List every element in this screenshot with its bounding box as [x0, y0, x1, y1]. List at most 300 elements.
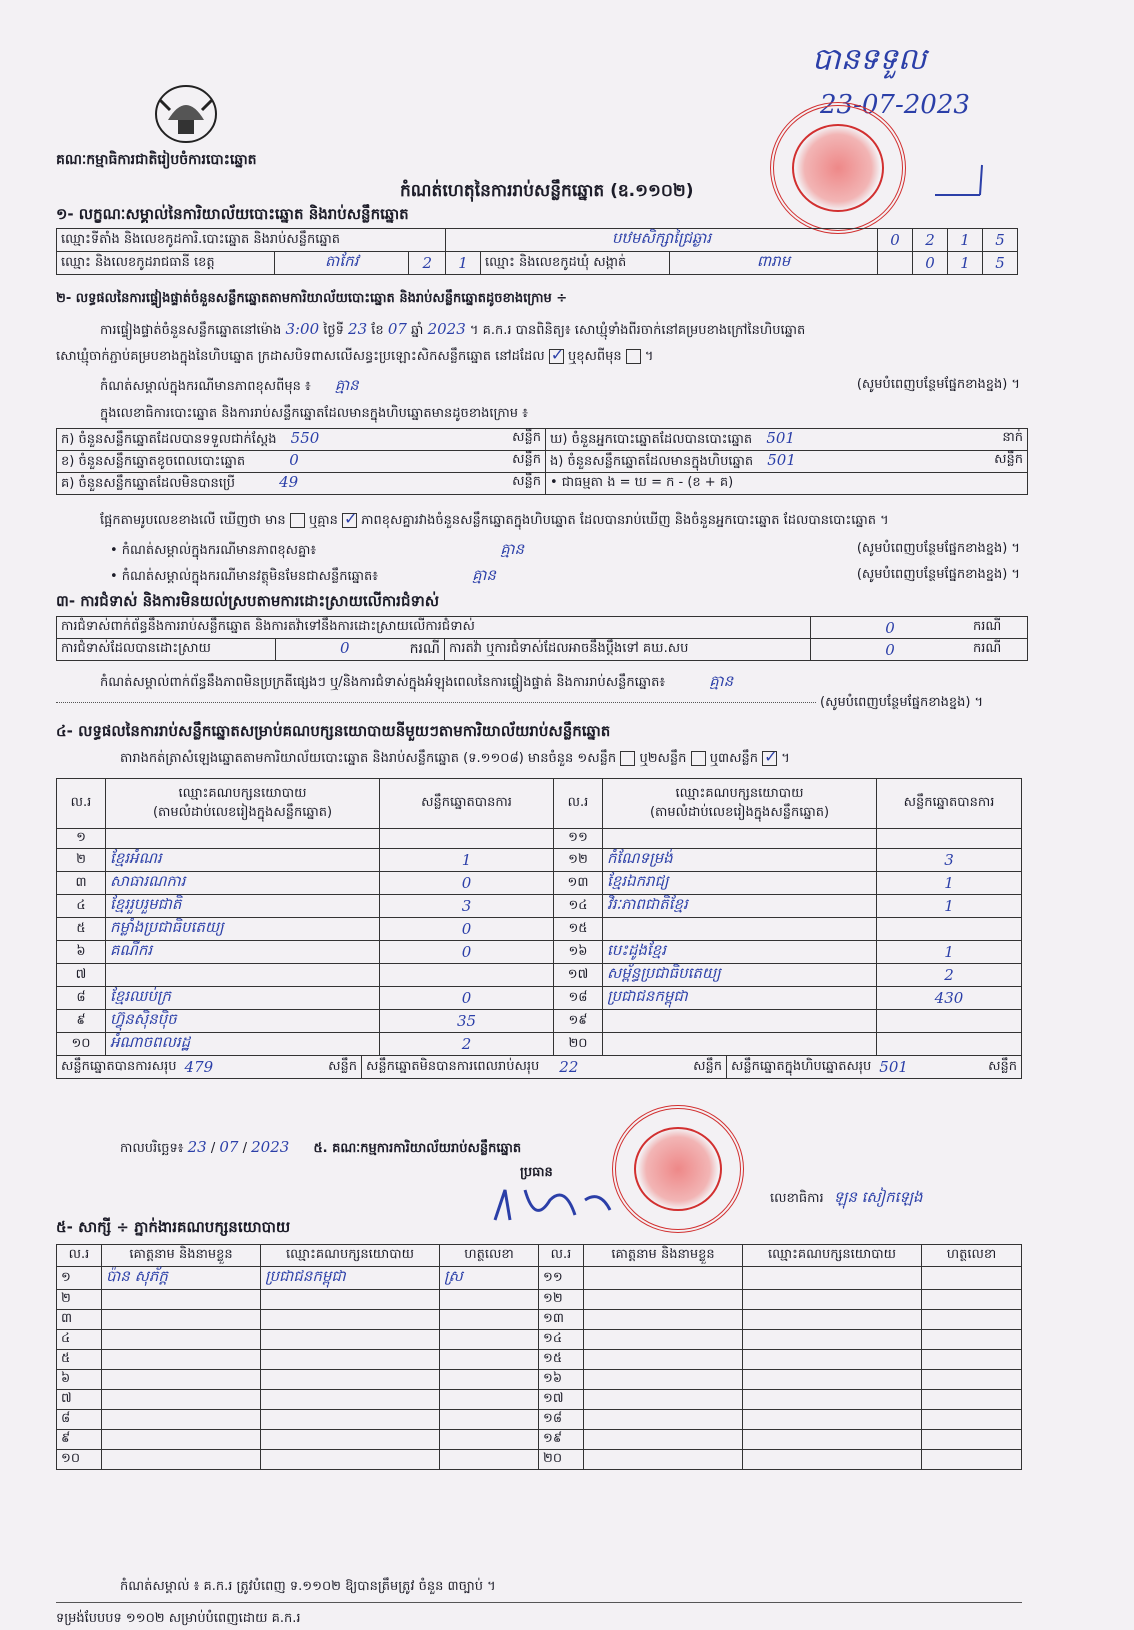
- verify-time: 3:00: [285, 320, 320, 338]
- witness-no: ១៨: [539, 1410, 584, 1430]
- objection-value: 0: [811, 617, 970, 639]
- party-no: ៨: [57, 987, 106, 1010]
- witness-name: [584, 1330, 743, 1350]
- section3-title: ៣- ការជំទាស់ និងការមិនយល់ស្របតាមការដោះស្រាយលើការជំទាស់: [56, 592, 440, 610]
- committee-name: គណៈកម្មាធិការជាតិរៀបចំការបោះឆ្នោត: [56, 152, 257, 168]
- party-no: ១៣: [554, 872, 603, 895]
- total-valid-label: សន្លឹកឆ្នោតបានការសរុប: [61, 1058, 177, 1074]
- witness-party: [261, 1430, 440, 1450]
- witness-name: [102, 1350, 261, 1370]
- party-name: [603, 829, 877, 849]
- witness-sign: [922, 1370, 1022, 1390]
- commune-value: ពារាម: [670, 252, 878, 275]
- party-no: ១៦: [554, 941, 603, 964]
- party-name: វិរៈភាពជាតិខ្មែរ: [603, 895, 877, 918]
- table-row: [57, 964, 1022, 987]
- party-votes: 2: [877, 964, 1022, 987]
- witness-name: [102, 1390, 261, 1410]
- party-votes: [380, 964, 554, 987]
- party-votes: 0: [380, 872, 554, 895]
- witness-party: ប្រជាជនកម្ពុជា: [261, 1267, 440, 1290]
- witness-sign: [922, 1290, 1022, 1310]
- signature-top-icon: [930, 160, 990, 200]
- table-row: [57, 1410, 1022, 1430]
- total-invalid-value: 22: [559, 1058, 579, 1076]
- opt2-text: ឬ២សន្លឹក: [639, 751, 687, 766]
- witness-party: [743, 1350, 922, 1370]
- witness-sign: [440, 1290, 539, 1310]
- witness-no: ៨: [57, 1410, 102, 1430]
- table-row: [57, 1010, 1022, 1033]
- count-label: ឃ) ចំនួនអ្នកបោះឆ្នោតដែលបានបោះឆ្នោត: [550, 432, 753, 447]
- note3-label: • កំណត់សម្គាល់ក្នុងករណីមានវត្ថុមិនមែនជាសន្លឹកឆ្នោត៖: [110, 569, 378, 584]
- discrepancy-paragraph: [100, 512, 889, 531]
- section4-title: ៤- លទ្ធផលនៃការរាប់សន្លឹកឆ្នោតសម្រាប់គណបក្សនយោបាយនីមួយៗតាមការិយាល័យរាប់សន្លឹកឆ្នោត: [56, 722, 611, 740]
- witness-party: [743, 1330, 922, 1350]
- document-title: កំណត់ហេតុនៃការរាប់សន្លឹកឆ្នោត (ឧ.១១០២): [400, 181, 694, 201]
- col-party-sub: (តាមលំដាប់លេខរៀងក្នុងសន្លឹកឆ្នោត): [649, 804, 830, 820]
- total-valid-value: 479: [184, 1058, 214, 1076]
- witness-name: [102, 1290, 261, 1310]
- province-value: តាកែវ: [274, 252, 409, 275]
- witness-sign: [922, 1430, 1022, 1450]
- witness-name: [102, 1370, 261, 1390]
- witness-no: ១០: [57, 1450, 102, 1470]
- text-day: ថ្ងៃទី: [323, 323, 344, 338]
- count-value: 501: [766, 429, 795, 447]
- witness-name: [584, 1290, 743, 1310]
- witness-name: [584, 1410, 743, 1430]
- count-label: ង) ចំនួនសន្លឹកឆ្នោតដែលមានក្នុងហិបឆ្នោត: [550, 454, 754, 469]
- total-valid-unit: សន្លឹក: [328, 1058, 357, 1074]
- verification-paragraph: [100, 320, 805, 341]
- count-formula: • ជាធម្មតា ង = ឃ = ក - (ខ + គ): [550, 475, 734, 490]
- section1-table: [56, 228, 1018, 275]
- witness-party: [261, 1390, 440, 1410]
- objection-note: [100, 672, 733, 694]
- witness-name: [584, 1430, 743, 1450]
- party-no: ៣: [57, 872, 106, 895]
- sheet2-checkbox[interactable]: [691, 751, 706, 766]
- objection-note-suffix: (សូមបំពេញបន្ថែមផ្នែកខាងខ្នង) ។: [820, 695, 984, 710]
- party-votes: [877, 918, 1022, 941]
- witness-no: ៧: [57, 1390, 102, 1410]
- party-no: ៤: [57, 895, 106, 918]
- party-no: ២: [57, 849, 106, 872]
- results-totals: [57, 1056, 1022, 1079]
- party-votes: [877, 1010, 1022, 1033]
- resolved-label: ការជំទាស់ដែលបានដោះស្រាយ: [57, 639, 276, 661]
- party-no: ២០: [554, 1033, 603, 1056]
- witness-name: [102, 1430, 261, 1450]
- table-row: [57, 1430, 1022, 1450]
- party-name: [603, 1010, 877, 1033]
- count-unit: សន្លឹក: [512, 430, 541, 445]
- witness-no: ១២: [539, 1290, 584, 1310]
- witness-name: [584, 1450, 743, 1470]
- location-code-4: 5: [983, 229, 1018, 252]
- w-col-name: គោត្តនាម និងនាមខ្លួន: [102, 1245, 261, 1267]
- table-row: [57, 872, 1022, 895]
- table-row: [57, 918, 1022, 941]
- w-col-sign-right: ហត្ថលេខា: [922, 1245, 1022, 1267]
- resolved-unit: ករណី: [409, 641, 440, 657]
- note1-suffix: (សូមបំពេញបន្ថែមផ្នែកខាងខ្នង) ។: [856, 377, 1020, 392]
- party-name: ខ្មែររួបរួមជាតិ: [106, 895, 380, 918]
- witness-name: [584, 1350, 743, 1370]
- objection-table: [56, 616, 1028, 661]
- objection-label: ការជំទាស់ពាក់ព័ន្ធនឹងការរាប់សន្លឹកឆ្នោត និងការតវ៉ាទៅនឹងការដោះស្រាយលើការជំទាស់: [57, 617, 811, 639]
- same-checkbox[interactable]: [549, 349, 564, 364]
- party-votes: 1: [380, 849, 554, 872]
- appeal-value: 0: [811, 639, 970, 661]
- party-name: [106, 964, 380, 987]
- date-year: 2023: [251, 1138, 290, 1156]
- party-name: សម្ព័ន្ធប្រជាធិបតេយ្យ: [603, 964, 877, 987]
- sheet1-checkbox[interactable]: [620, 751, 635, 766]
- witness-sign: [440, 1430, 539, 1450]
- witness-party: [261, 1410, 440, 1430]
- count-unit: សន្លឹក: [994, 452, 1023, 467]
- count-date: កាលបរិច្ឆេទ៖ 23 / 07 / 2023 ៥. គណៈកម្មការការិយាល័យរាប់សន្លឹកឆ្នោត: [120, 1138, 522, 1156]
- w-col-name-right: គោត្តនាម និងនាមខ្លួន: [584, 1245, 743, 1267]
- party-votes: 1: [877, 941, 1022, 964]
- party-name: បេះដូងខ្មែរ: [603, 941, 877, 964]
- witness-name: [584, 1390, 743, 1410]
- count-left-cell: [57, 473, 546, 495]
- witness-party: [743, 1267, 922, 1290]
- party-votes: 35: [380, 1010, 554, 1033]
- party-name: [603, 1033, 877, 1056]
- party-no: ១៥: [554, 918, 603, 941]
- party-votes: [877, 829, 1022, 849]
- witness-table: [56, 1244, 1022, 1470]
- resolved-count: 0: [340, 639, 350, 657]
- w-col-no: ល.រ: [57, 1245, 102, 1267]
- party-no: ១៩: [554, 1010, 603, 1033]
- party-no: ៦: [57, 941, 106, 964]
- party-no: ១៧: [554, 964, 603, 987]
- witness-party: [261, 1350, 440, 1370]
- count-unit: សន្លឹក: [512, 452, 541, 467]
- party-name: ខ្មែរឈប់ក្រ: [106, 987, 380, 1010]
- total-invalid-unit: សន្លឹក: [693, 1058, 722, 1074]
- has-difference-checkbox[interactable]: [290, 513, 305, 528]
- party-votes: 0: [380, 941, 554, 964]
- witness-sign: [922, 1330, 1022, 1350]
- location-code-3: 1: [948, 229, 983, 252]
- party-no: ១២: [554, 849, 603, 872]
- location-label: ឈ្មោះទីតាំង និងលេខកូដការិ.បោះឆ្នោត និងរាប់សន្លឹកឆ្នោត: [57, 229, 446, 252]
- witness-party: [261, 1290, 440, 1310]
- party-votes: 1: [877, 872, 1022, 895]
- note3-value: គ្មាន: [472, 566, 496, 584]
- witness-name: [102, 1450, 261, 1470]
- text-none: ឬគ្មាន: [308, 513, 338, 528]
- province-label: ឈ្មោះ និងលេខកូដរាជធានី ខេត្ត: [57, 252, 275, 275]
- count-unit: នាក់: [1002, 430, 1023, 445]
- para3: ក្នុងលេខាធិការបោះឆ្នោត និងការរាប់សន្លឹកឆ្នោតដែលមានក្នុងហិបឆ្នោតមានដូចខាងក្រោម ៖: [100, 406, 528, 421]
- col-votes: សន្លឹកឆ្នោតបានការ: [380, 779, 554, 829]
- count-left-cell: [57, 429, 546, 451]
- note2: [110, 540, 1020, 562]
- party-name: គណីករ: [106, 941, 380, 964]
- secretary: [770, 1188, 923, 1210]
- objection-note-value: គ្មាន: [709, 672, 734, 690]
- w-col-party: ឈ្មោះគណបក្សនយោបាយ: [261, 1245, 440, 1267]
- party-no: ៩: [57, 1010, 106, 1033]
- section2-title: ២- លទ្ធផលនៃការផ្ទៀងផ្ទាត់ចំនួនសន្លឹកឆ្នោតតាមការិយាល័យបោះឆ្នោត និងរាប់សន្លឹកឆ្នោតដូចខាងក្រោម ÷: [56, 291, 568, 306]
- objection-unit: ករណី: [969, 617, 1028, 639]
- text-verify-rest: ។ គ.ក.រ បានពិនិត្យ៖ សោឃ្មុំទាំងពីរចាក់នៅគម្របខាងក្រៅនៃហិបឆ្នោត: [469, 323, 806, 338]
- committee-label: ៥. គណៈកម្មការការិយាល័យរាប់សន្លឹកឆ្នោត: [313, 1141, 522, 1156]
- count-value: 501: [767, 451, 796, 469]
- party-name: [106, 829, 380, 849]
- note2-label: • កំណត់សម្គាល់ក្នុងករណីមានភាពខុសគ្នា៖: [110, 543, 317, 558]
- count-row: [57, 429, 1028, 451]
- witness-name: [584, 1267, 743, 1290]
- appeal-label: ការតវ៉ា ឬការជំទាស់ដែលអាចនឹងប្ដឹងទៅ គឃ.សប: [445, 639, 811, 661]
- witness-party: [261, 1330, 440, 1350]
- table-row: [57, 1033, 1022, 1056]
- objection-note-label: កំណត់សម្គាល់ពាក់ព័ន្ធនឹងភាពមិនប្រក្រតីផ្សេងៗ ឬ/និងការជំទាស់ក្នុងអំឡុងពេលនៃការផ្ទៀងផ្ទាត់ និងការរាប់សន្លឹកឆ្នោត៖: [100, 675, 666, 690]
- witness-sign: [922, 1267, 1022, 1290]
- intro-text: តារាងកត់ត្រាសំឡេងឆ្នោតតាមការិយាល័យបោះឆ្នោត និងរាប់សន្លឹកឆ្នោត (ទ.១១០៨) មានចំនួន ១សន្លឹក: [120, 751, 617, 766]
- party-name: ខ្មែរឯករាជ្យ: [603, 872, 877, 895]
- count-label: ក) ចំនួនសន្លឹកឆ្នោតដែលបានទទួលជាក់ស្ដែង: [61, 432, 277, 447]
- official-stamp-top: [770, 102, 906, 234]
- count-table: [56, 428, 1028, 495]
- note1: [100, 376, 1020, 398]
- col-no: ល.រ: [57, 779, 106, 829]
- count-value: 49: [279, 473, 299, 491]
- witness-no: ៤: [57, 1330, 102, 1350]
- note1-label: កំណត់សម្គាល់ក្នុងករណីមានភាពខុសពីមុន ៖: [100, 379, 311, 394]
- party-name: ប្រជាជនកម្ពុជា: [603, 987, 877, 1010]
- witness-name: [102, 1410, 261, 1430]
- count-formula-cell: [546, 473, 1028, 495]
- witness-party: [743, 1290, 922, 1310]
- handwritten-date: 23-07-2023: [820, 90, 970, 120]
- witness-no: ១១: [539, 1267, 584, 1290]
- total-box-value: 501: [879, 1058, 908, 1076]
- count-right-cell: [546, 429, 1028, 451]
- different-checkbox[interactable]: [626, 349, 641, 364]
- party-votes: 3: [877, 849, 1022, 872]
- witness-name: [584, 1310, 743, 1330]
- witness-no: ១៤: [539, 1330, 584, 1350]
- form-reference: ទម្រង់បែបបទ ១១០២ សម្រាប់បំពេញដោយ គ.ក.រ: [56, 1611, 301, 1626]
- witness-no: ១៩: [539, 1430, 584, 1450]
- count-left-cell: [57, 451, 546, 473]
- w-col-party-right: ឈ្មោះគណបក្សនយោបាយ: [743, 1245, 922, 1267]
- witness-party: [743, 1370, 922, 1390]
- chair-signature-icon: [490, 1180, 620, 1230]
- witness-party: [261, 1370, 440, 1390]
- col-party-right: [603, 779, 877, 829]
- witness-sign: [922, 1450, 1022, 1470]
- witness-party: [261, 1310, 440, 1330]
- witness-no: ១៣: [539, 1310, 584, 1330]
- col-votes-right: សន្លឹកឆ្នោតបានការ: [877, 779, 1022, 829]
- witness-no: ១៦: [539, 1370, 584, 1390]
- note3-suffix: (សូមបំពេញបន្ថែមផ្នែកខាងខ្នង) ។: [856, 567, 1020, 582]
- witness-no: ៩: [57, 1430, 102, 1450]
- col-party-title: ឈ្មោះគណបក្សនយោបាយ: [675, 785, 804, 801]
- secretary-label: លេខាធិការ: [770, 1191, 824, 1206]
- witness-name: [102, 1330, 261, 1350]
- count-value: 550: [290, 429, 320, 447]
- table-row: [57, 1370, 1022, 1390]
- party-no: ១១: [554, 829, 603, 849]
- col-no-right: ល.រ: [554, 779, 603, 829]
- province-code-2: 1: [446, 252, 481, 275]
- seal-paragraph: សោឃ្មុំចាក់ភ្ជាប់គម្របខាងក្នុងនៃហិបឆ្នោត ក្រដាសបិទពាសលើសន្ធះប្រឡោះសិកសន្លឹកឆ្នោត នៅដដែល ✓ ឬខុសពីមុន ។: [56, 348, 653, 367]
- commune-code-3: 5: [983, 252, 1018, 275]
- text-month: ខែ: [371, 323, 384, 338]
- table-row: [57, 987, 1022, 1010]
- party-votes: 2: [380, 1033, 554, 1056]
- section4-intro: តារាងកត់ត្រាសំឡេងឆ្នោតតាមការិយាល័យបោះឆ្នោត និងរាប់សន្លឹកឆ្នោត (ទ.១១០៨) មានចំនួន ១សន្លឹក ឬ២សន្លឹក ឬ៣សន្លឹក ✓ ។: [120, 750, 790, 769]
- witness-sign: [922, 1390, 1022, 1410]
- dotted-line: [56, 702, 816, 703]
- commune-code-2: 1: [948, 252, 983, 275]
- table-row: [57, 1290, 1022, 1310]
- text-seal: សោឃ្មុំចាក់ភ្ជាប់គម្របខាងក្នុងនៃហិបឆ្នោត ក្រដាសបិទពាសលើសន្ធះប្រឡោះសិកសន្លឹកឆ្នោត នៅដដែល: [56, 349, 545, 364]
- count-row: [57, 451, 1028, 473]
- party-name: សាធារណការ: [106, 872, 380, 895]
- note1-value: គ្មាន: [334, 376, 359, 394]
- witness-sign: [440, 1350, 539, 1370]
- handwritten-received: បានទទួល: [812, 42, 927, 77]
- witness-sign: [922, 1410, 1022, 1430]
- witness-party: [743, 1430, 922, 1450]
- witness-name: [584, 1370, 743, 1390]
- witness-sign: ស្រ: [440, 1267, 539, 1290]
- witness-sign: [922, 1310, 1022, 1330]
- witness-sign: [440, 1370, 539, 1390]
- opt3-text: ឬ៣សន្លឹក: [709, 751, 758, 766]
- party-name: ហ៊្វុនស៊ិនប៉ិច: [106, 1010, 380, 1033]
- count-row: [57, 473, 1028, 495]
- party-name: កម្លាំងប្រជាធិបតេយ្យ: [106, 918, 380, 941]
- no-difference-checkbox[interactable]: [342, 513, 357, 528]
- table-row: [57, 1450, 1022, 1470]
- party-no: ៥: [57, 918, 106, 941]
- col-party-title: ឈ្មោះគណបក្សនយោបាយ: [178, 785, 307, 801]
- count-value: 0: [289, 451, 299, 469]
- witness-name: ប៉ាន សុភ័ក្ត: [102, 1267, 261, 1290]
- col-party: [106, 779, 380, 829]
- text-has: ផ្អែកតាមរូបលេខខាងលើ ឃើញថា មាន: [100, 513, 286, 528]
- party-name: ខ្មែរអំណរ: [106, 849, 380, 872]
- w-col-no-right: ល.រ: [539, 1245, 584, 1267]
- party-no: ១៨: [554, 987, 603, 1010]
- commune-label: ឈ្មោះ និងលេខកូដឃុំ សង្កាត់: [481, 252, 670, 275]
- col-party-sub: (តាមលំដាប់លេខរៀងក្នុងសន្លឹកឆ្នោត): [152, 804, 333, 820]
- note2-suffix: (សូមបំពេញបន្ថែមផ្នែកខាងខ្នង) ។: [856, 541, 1020, 556]
- text-different: ឬខុសពីមុន: [567, 349, 622, 364]
- commune-code-1: 0: [913, 252, 948, 275]
- witness-no: ១៥: [539, 1350, 584, 1370]
- party-votes: 430: [877, 987, 1022, 1010]
- witness-no: ៦: [57, 1370, 102, 1390]
- official-stamp-bottom: [612, 1105, 744, 1233]
- table-row: [57, 849, 1022, 872]
- witness-party: [743, 1310, 922, 1330]
- count-right-cell: [546, 451, 1028, 473]
- party-no: ១៤: [554, 895, 603, 918]
- w-col-sign: ហត្ថលេខា: [440, 1245, 539, 1267]
- witness-sign: [440, 1410, 539, 1430]
- note2-value: គ្មាន: [500, 540, 524, 558]
- party-name: កំណែទម្រង់: [603, 849, 877, 872]
- witness-name: [102, 1310, 261, 1330]
- verify-month: 07: [387, 320, 407, 338]
- table-row: [57, 829, 1022, 849]
- secretary-value: ឡុន សៀកឡេង: [833, 1188, 923, 1206]
- witness-sign: [440, 1390, 539, 1410]
- witness-party: [743, 1410, 922, 1430]
- verify-day: 23: [348, 320, 368, 338]
- appeal-unit: ករណី: [969, 639, 1028, 661]
- date-month: 07: [219, 1138, 239, 1156]
- witness-no: ១: [57, 1267, 102, 1290]
- footer-note: កំណត់សម្គាល់ ៖ គ.ក.រ ត្រូវបំពេញ ទ.១១០២ ឱ្យបានត្រឹមត្រូវ ចំនួន ៣ច្បាប់ ។: [120, 1579, 496, 1594]
- party-name: អំណាចពលរដ្ឋ: [106, 1033, 380, 1056]
- count-label: ខ) ចំនួនសន្លឹកឆ្នោតខូចពេលបោះឆ្នោត: [61, 454, 246, 469]
- table-row: [57, 1267, 1022, 1290]
- party-votes: 0: [380, 987, 554, 1010]
- witness-party: [743, 1450, 922, 1470]
- location-code-2: 2: [913, 229, 948, 252]
- emblem-logo-icon: [150, 80, 222, 146]
- party-name: [603, 918, 877, 941]
- date-day: 23: [187, 1138, 207, 1156]
- table-row: [57, 1310, 1022, 1330]
- date-label: កាលបរិច្ឆេទ៖: [120, 1141, 184, 1156]
- party-votes: 0: [380, 918, 554, 941]
- witness-no: ២០: [539, 1450, 584, 1470]
- witness-no: ៣: [57, 1310, 102, 1330]
- count-label: គ) ចំនួនសន្លឹកឆ្នោតដែលមិនបានប្រើ: [61, 476, 235, 491]
- province-code-1: 2: [409, 252, 446, 275]
- section1-title: ១- លក្ខណៈសម្គាល់នៃការិយាល័យបោះឆ្នោត និងរាប់សន្លឹកឆ្នោត: [56, 205, 409, 223]
- witness-sign: [922, 1350, 1022, 1370]
- total-box-label: សន្លឹកឆ្នោតក្នុងហិបឆ្នោតសរុប: [731, 1058, 872, 1074]
- witness-no: ២: [57, 1290, 102, 1310]
- total-invalid-label: សន្លឹកឆ្នោតមិនបានការពេលរាប់សរុប: [366, 1058, 540, 1074]
- witness-no: ១៧: [539, 1390, 584, 1410]
- verify-year: 2023: [427, 320, 466, 338]
- sheet3-checkbox[interactable]: [762, 751, 777, 766]
- chair-label: ប្រធាន: [520, 1165, 553, 1180]
- party-votes: 3: [380, 895, 554, 918]
- note3: [110, 566, 1020, 588]
- footer-line: [56, 1602, 1022, 1603]
- party-votes: 1: [877, 895, 1022, 918]
- party-no: ១០: [57, 1033, 106, 1056]
- results-table: [56, 778, 1022, 1079]
- section5-title: ៥- សាក្សី ÷ ភ្នាក់ងារគណបក្សនយោបាយ: [56, 1218, 291, 1236]
- resolved-value: [276, 639, 445, 661]
- count-unit: សន្លឹក: [512, 474, 541, 489]
- witness-sign: [440, 1450, 539, 1470]
- text-verify-time: ការផ្ទៀងផ្ទាត់ចំនួនសន្លឹកឆ្នោតនៅម៉ោង: [100, 323, 282, 338]
- table-row: [57, 1330, 1022, 1350]
- total-box-unit: សន្លឹក: [988, 1058, 1017, 1074]
- party-no: ៧: [57, 964, 106, 987]
